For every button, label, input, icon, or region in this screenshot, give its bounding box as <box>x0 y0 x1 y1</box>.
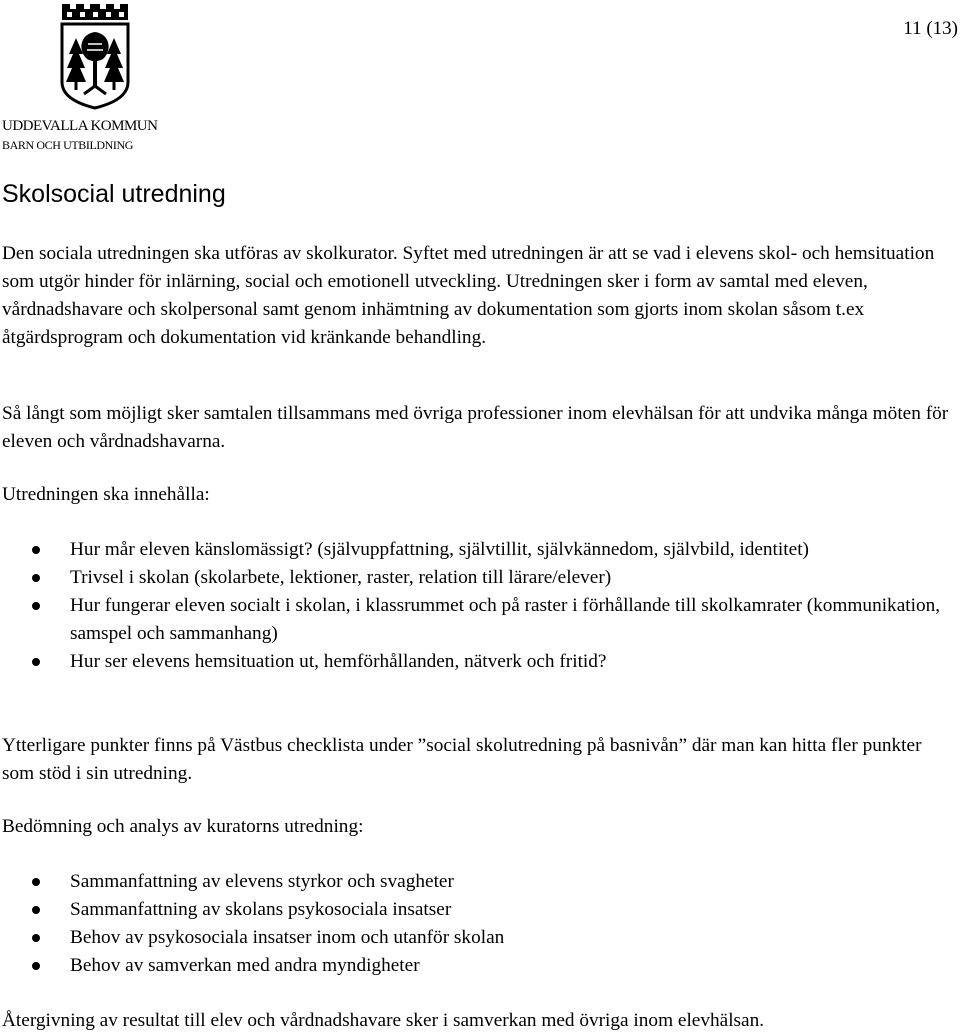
list-item-text: Behov av samverkan med andra myndigheter <box>70 955 420 976</box>
bullet-icon <box>32 546 40 554</box>
list-item <box>0 648 950 676</box>
list-item-text: Hur fungerar eleven socialt i skolan, i klassrummet och på raster i förhållande till skolkamrater (kommunikation, samspel och sammanhang) <box>70 595 941 644</box>
list-item <box>0 564 950 592</box>
list-item <box>0 924 950 952</box>
list-item <box>0 868 950 896</box>
list-item <box>0 896 950 924</box>
bullet-icon <box>32 574 40 582</box>
bullet-icon <box>32 906 40 914</box>
document-title: Skolsocial utredning <box>2 180 226 208</box>
assessment-heading: Bedömning och analys av kuratorns utredning: <box>2 816 364 837</box>
list-item <box>0 536 950 564</box>
department-name: BARN OCH UTBILDNING <box>2 138 134 152</box>
bullet-icon <box>32 934 40 942</box>
list-item-text: Hur mår eleven känslomässigt? (självuppfattning, självtillit, självkännedom, självbild, identitet) <box>70 539 809 560</box>
list-item-text: Hur ser elevens hemsituation ut, hemförhållanden, nätverk och fritid? <box>70 651 607 672</box>
page-number: 11 (13) <box>903 18 958 39</box>
list-item-text: Sammanfattning av elevens styrkor och svagheter <box>70 871 454 892</box>
organization-name: UDDEVALLA KOMMUN <box>2 118 158 134</box>
assessment-list <box>0 868 950 980</box>
bullet-icon <box>32 962 40 970</box>
bullet-icon <box>32 878 40 886</box>
intro-paragraph: Den sociala utredningen ska utföras av skolkurator. Syftet med utredningen är att se vad i elevens skol- och hemsituation som utgör hinder för inlärning, social och emotionell utveckling. Utredningen sker i form av samtal med eleven, vårdnadshavare och skolpersonal samt genom inhämtning av dokumentation som gjorts inom skolan såsom t.ex åtgärdsprogram och dokumentation vid kränkande behandling. <box>2 243 935 348</box>
list-item-text: Behov av psykosociala insatser inom och utanför skolan <box>70 927 505 948</box>
contents-heading: Utredningen ska innehålla: <box>2 484 210 505</box>
bullet-icon <box>32 602 40 610</box>
list-item <box>0 592 950 648</box>
list-item <box>0 952 950 980</box>
list-item-text: Trivsel i skolan (skolarbete, lektioner, raster, relation till lärare/elever) <box>70 567 612 588</box>
feedback-paragraph: Återgivning av resultat till elev och vårdnadshavare sker i samverkan med övriga inom elevhälsan. <box>2 1010 765 1031</box>
collaboration-paragraph: Så långt som möjligt sker samtalen tillsammans med övriga professioner inom elevhälsan för att undvika många möten för eleven och vårdnadshavarna. <box>2 403 949 452</box>
investigation-contents-list <box>0 536 950 676</box>
list-item-text: Sammanfattning av skolans psykosociala insatser <box>70 899 452 920</box>
checklist-paragraph: Ytterligare punkter finns på Västbus checklista under ”social skolutredning på basnivån” där man kan hitta fler punkter som stöd i sin utredning. <box>2 735 922 784</box>
coat-of-arms-logo <box>58 0 132 110</box>
bullet-icon <box>32 658 40 666</box>
